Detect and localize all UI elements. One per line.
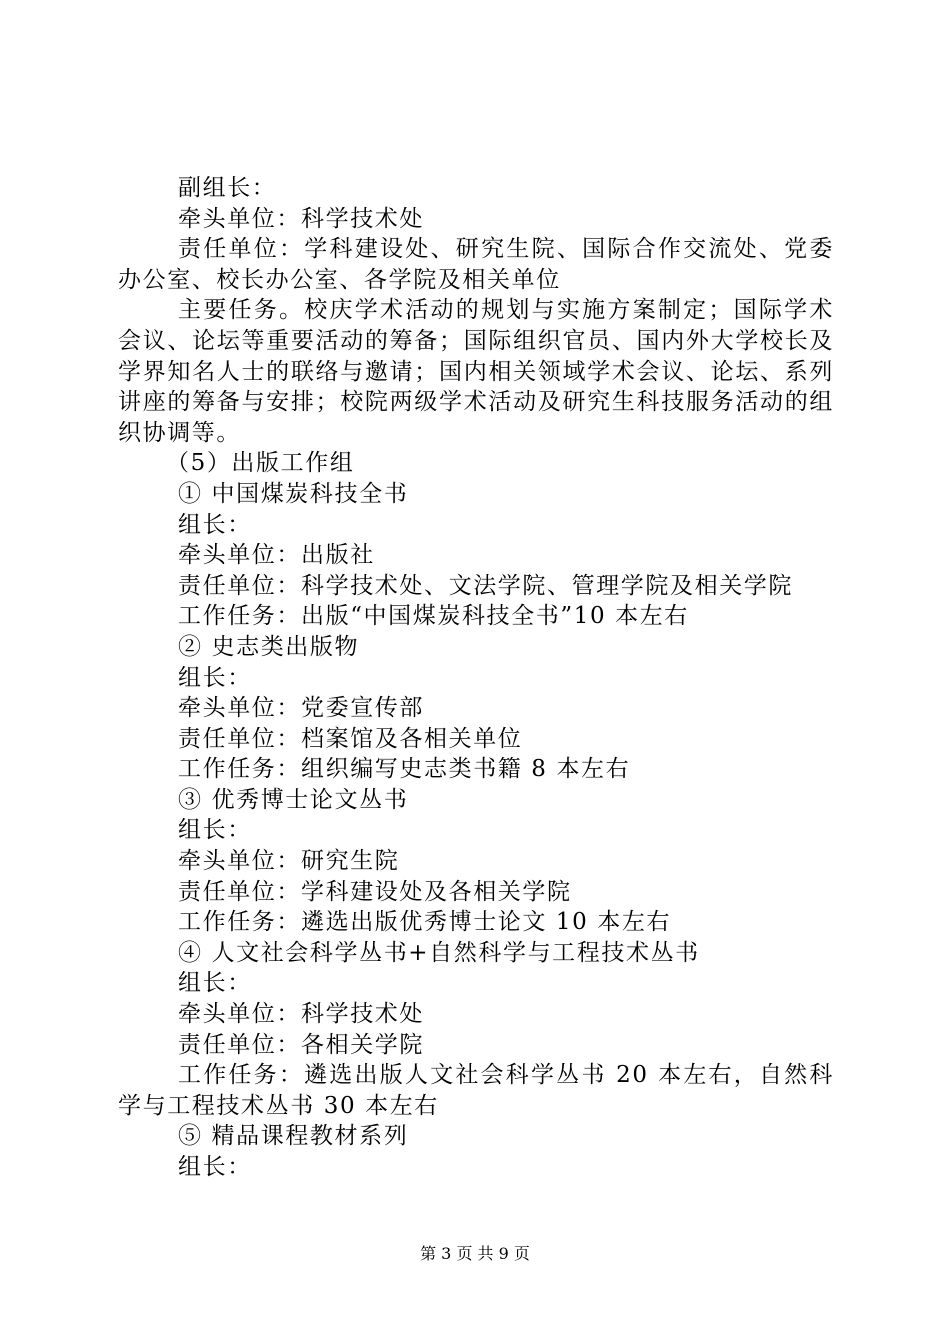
group-1-leader: 组长： [178, 511, 252, 538]
group-3-title: ③ 优秀博士论文丛书 [178, 786, 409, 813]
document-body [118, 173, 834, 1183]
group-1-title: ① 中国煤炭科技全书 [178, 480, 409, 507]
group-1-lead-unit: 牵头单位：出版社 [178, 542, 375, 569]
group-2-task: 工作任务：组织编写史志类书籍 8 本左右 [178, 756, 631, 783]
main-tasks-paragraph: 主要任务。校庆学术活动的规划与实施方案制定；国际学术会议、论坛等重要活动的筹备；国际组织官员、国内外大学校长及学界知名人士的联络与邀请；国内相关领域学术会议、论坛、系列讲座的筹备与安排；校院两级学术活动及研究生科技服务活动的组织协调等。 [118, 297, 834, 446]
group-4-leader: 组长： [178, 970, 252, 997]
group-1-responsible-unit: 责任单位：科学技术处、文法学院、管理学院及相关学院 [178, 572, 793, 599]
group-2-title: ② 史志类出版物 [178, 633, 360, 660]
group-2-lead-unit: 牵头单位：党委宣传部 [178, 695, 424, 722]
group-4-title: ④ 人文社会科学丛书+自然科学与工程技术丛书 [178, 939, 700, 966]
group-3-task: 工作任务：遴选出版优秀博士论文 10 本左右 [178, 909, 672, 936]
group-4-responsible-unit: 责任单位：各相关学院 [178, 1031, 424, 1058]
group-5-leader: 组长： [178, 1154, 252, 1180]
group-3-lead-unit: 牵头单位：研究生院 [178, 848, 400, 875]
lead-unit-line: 牵头单位：科学技术处 [178, 205, 424, 232]
responsible-units-paragraph: 责任单位：学科建设处、研究生院、国际合作交流处、党委办公室、校长办公室、各学院及相关单位 [118, 236, 834, 293]
group-3-responsible-unit: 责任单位：学科建设处及各相关学院 [178, 878, 572, 905]
group-4-task: 工作任务：遴选出版人文社会科学丛书 20 本左右，自然科学与工程技术丛书 30 本左右 [118, 1062, 834, 1119]
group-2-leader: 组长： [178, 664, 252, 691]
group-5-title: ⑤ 精品课程教材系列 [178, 1123, 409, 1150]
group-2-responsible-unit: 责任单位：档案馆及各相关单位 [178, 725, 523, 752]
group-4-lead-unit: 牵头单位：科学技术处 [178, 1001, 424, 1028]
deputy-leader-line: 副组长： [178, 175, 277, 201]
page-footer: 第 3 页 共 9 页 [420, 1244, 530, 1263]
group-1-task: 工作任务：出版“中国煤炭科技全书”10 本左右 [178, 603, 689, 630]
section-title: （5）出版工作组 [166, 450, 355, 477]
group-3-leader: 组长： [178, 817, 252, 844]
